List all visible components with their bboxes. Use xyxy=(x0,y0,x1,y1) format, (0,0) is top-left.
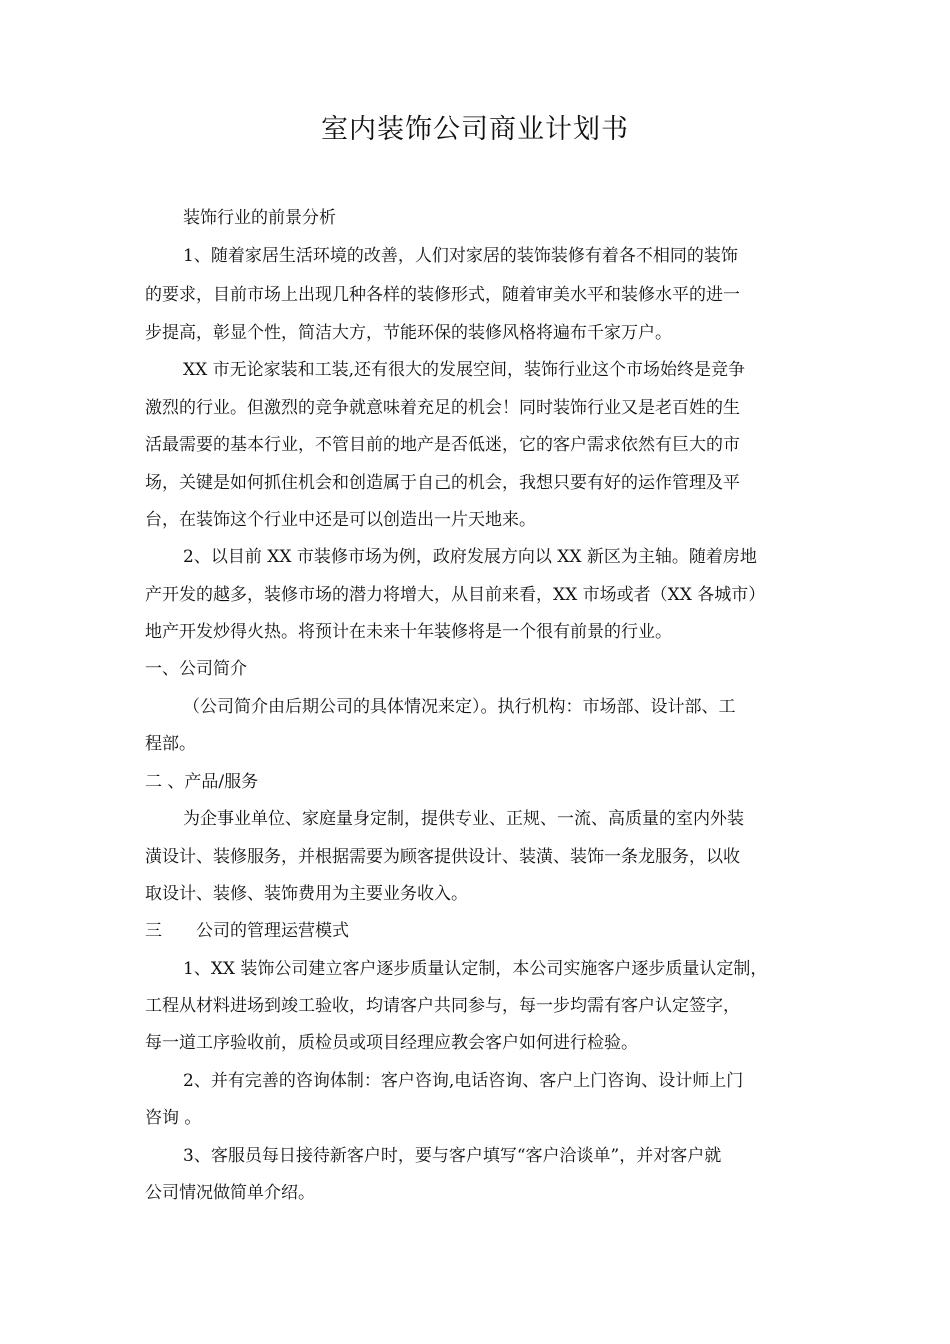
paragraph-line: 的要求，目前市场上出现几种各样的装修形式，随着审美水平和装修水平的进一 xyxy=(145,285,740,305)
paragraph-line: 2、并有完善的咨询体制：客户咨询,电话咨询、客户上门咨询、设计师上门 xyxy=(183,1071,744,1091)
paragraph-line: 激烈的行业。但激烈的竞争就意味着充足的机会！同时装饰行业又是老百姓的生 xyxy=(145,398,740,418)
paragraph-line: 台，在装饰这个行业中还是可以创造出一片天地来。 xyxy=(145,510,536,530)
paragraph-line: 潢设计、装修服务，并根据需要为顾客提供设计、装潢、装饰一条龙服务，以收 xyxy=(145,847,740,867)
paragraph-line: 活最需要的基本行业，不管目前的地产是否低迷，它的客户需求依然有巨大的市 xyxy=(145,435,740,455)
paragraph-line: 3、客服员每日接待新客户时，要与客户填写“客户洽谈单”，并对客户就 xyxy=(183,1146,722,1166)
paragraph-line: 咨询 。 xyxy=(145,1108,202,1128)
paragraph-line: 取设计、装修、装饰费用为主要业务收入。 xyxy=(145,884,468,904)
paragraph-line: 步提高，彰显个性，简洁大方，节能环保的装修风格将遍布千家万户。 xyxy=(145,323,672,343)
paragraph-line: 每一道工序验收前，质检员或项目经理应教会客户如何进行检验。 xyxy=(145,1033,638,1053)
paragraph-line: 1、随着家居生活环境的改善，人们对家居的装饰装修有着各不相同的装饰 xyxy=(183,246,738,266)
paragraph-line: 工程从材料进场到竣工验收，均请客户共同参与，每一步均需有客户认定签字， xyxy=(145,996,740,1016)
section-heading: 二 、产品/服务 xyxy=(145,772,259,792)
paragraph-line: XX 市无论家装和工装,还有很大的发展空间，装饰行业这个市场始终是竞争 xyxy=(183,360,746,380)
paragraph-line: 场，关键是如何抓住机会和创造属于自己的机会，我想只要有好的运作管理及平 xyxy=(145,473,740,493)
paragraph-line: 程部。 xyxy=(145,734,196,754)
paragraph-line: 地产开发炒得火热。将预计在未来十年装修将是一个很有前景的行业。 xyxy=(145,622,672,642)
paragraph-line: 为企事业单位、家庭量身定制，提供专业、正规、一流、高质量的室内外装 xyxy=(183,809,744,829)
paragraph-line: 1、XX 装饰公司建立客户逐步质量认定制，本公司实施客户逐步质量认定制， xyxy=(183,959,768,979)
section-heading: 三 公司的管理运营模式 xyxy=(145,921,349,941)
document-title: 室内装饰公司商业计划书 xyxy=(321,114,629,145)
paragraph-line: 公司情况做简单介绍。 xyxy=(145,1183,315,1203)
paragraph-line: 产开发的越多，装修市场的潜力将增大，从目前来看，XX 市场或者（XX 各城市） xyxy=(145,585,766,605)
section-heading: 一、公司简介 xyxy=(145,659,247,679)
paragraph-line: 2、以目前 XX 市装修市场为例，政府发展方向以 XX 新区为主轴。随着房地 xyxy=(183,547,757,567)
section-heading: 装饰行业的前景分析 xyxy=(183,208,336,228)
paragraph-line: （公司简介由后期公司的具体情况来定）。执行机构：市场部、设计部、工 xyxy=(183,697,736,717)
